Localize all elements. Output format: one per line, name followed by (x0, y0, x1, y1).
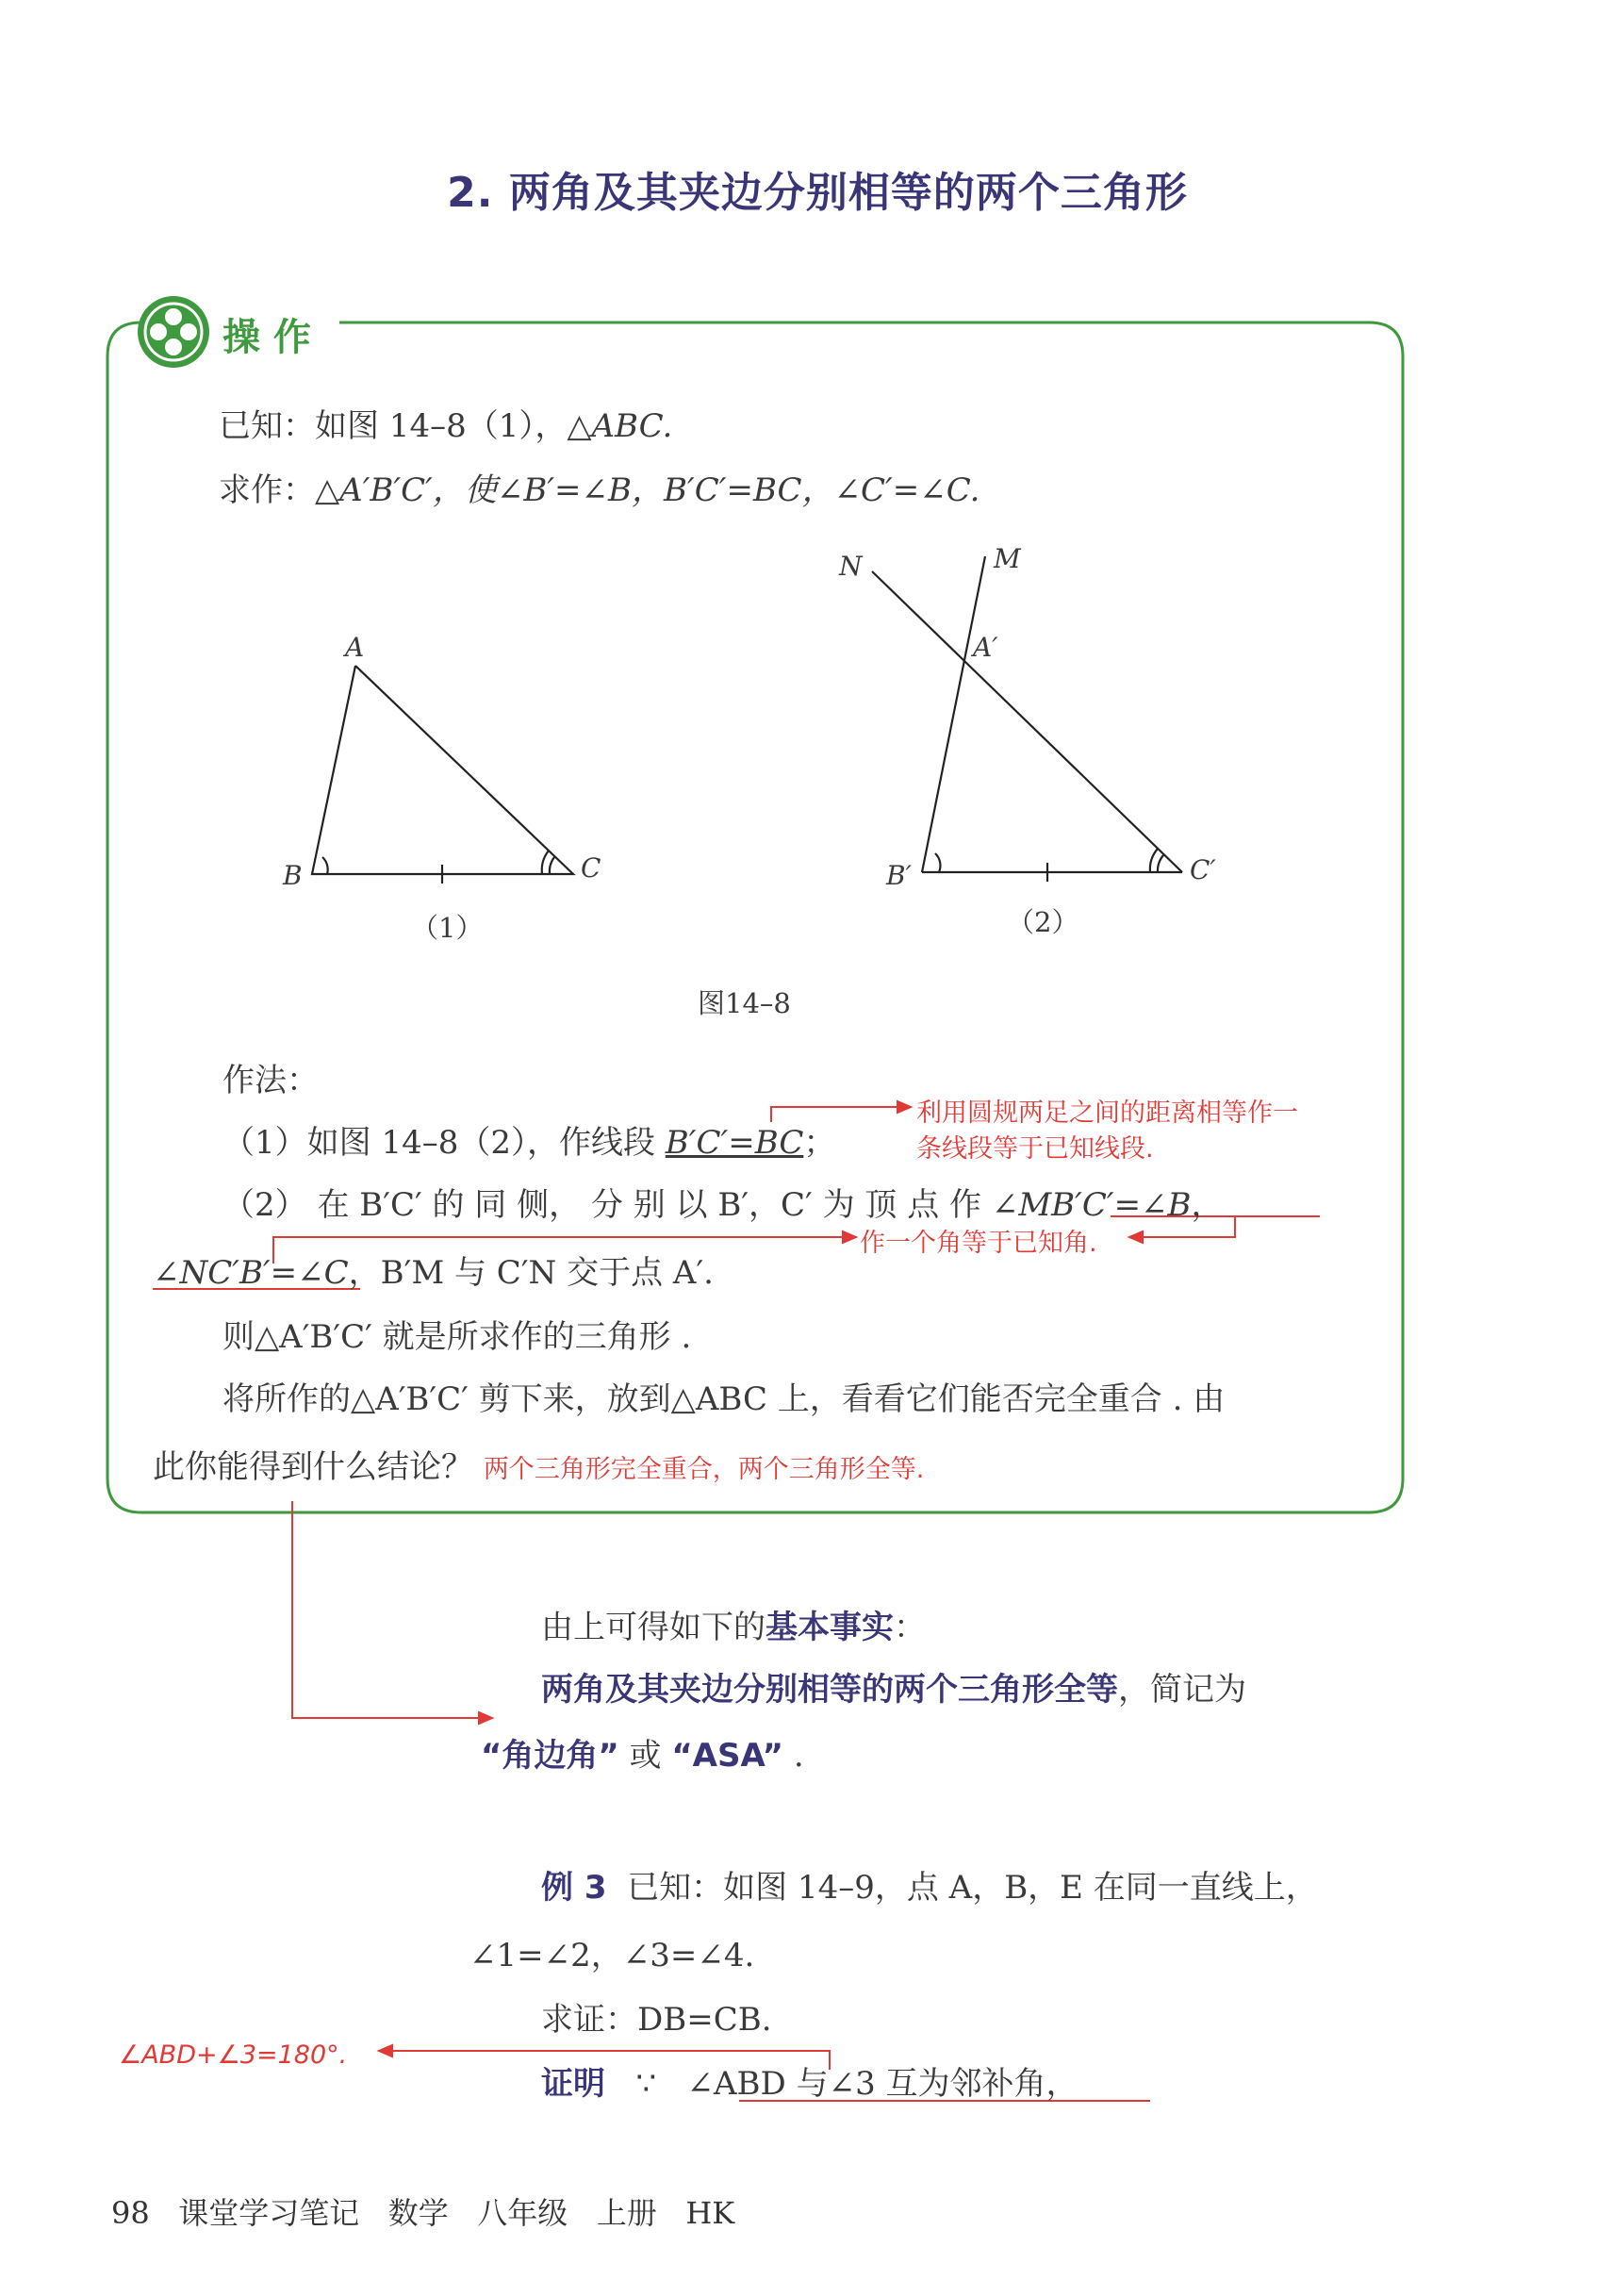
book-title: 课堂学习笔记 (178, 2195, 360, 2231)
step1-end: ； (803, 1124, 836, 1162)
fig2-label-C: C′ (1190, 854, 1216, 885)
fig1-label-B: B (283, 860, 303, 891)
question-line1: 将所作的△A′B′C′ 剪下来，放到△ABC 上，看看它们能否完全重合 . 由 (222, 1380, 1226, 1418)
fig2-label-M: M (994, 543, 1021, 574)
fact-abbr (481, 1729, 804, 1776)
fact-intro-suffix: ： (894, 1609, 926, 1646)
answer-note: 两个三角形完全重合，两个三角形全等. (483, 1455, 925, 1484)
edition: HK (685, 2195, 735, 2231)
example-given (541, 1861, 1318, 1908)
fig2-label-B: B′ (886, 860, 912, 891)
step2-angle1: ∠MB′C′=∠B (991, 1186, 1192, 1224)
construct-body: △A′B′C′，使∠B′=∠B，B′C′=BC，∠C′=∠C. (315, 471, 980, 509)
question-text: 此你能得到什么结论？ (153, 1448, 473, 1486)
fact-statement-bold: 两角及其夹边分别相等的两个三角形全等 (541, 1671, 1118, 1709)
grade: 八年级 (477, 2195, 568, 2231)
page-number: 98 (111, 2195, 150, 2231)
figure-1-triangle (312, 666, 573, 884)
step2-angle2: ∠NC′B′=∠C (153, 1254, 349, 1292)
step1-segment: B′C′=BC (665, 1124, 804, 1162)
note2: 作一个角等于已知角. (860, 1229, 1097, 1258)
because-symbol: ∵ (635, 2065, 657, 2103)
fact-statement-suffix: ，简记为 (1118, 1671, 1246, 1709)
footer (111, 2189, 734, 2233)
question-line2 (153, 1441, 924, 1487)
fig1-sublabel: （1） (411, 912, 484, 944)
method-label: 作法： (222, 1062, 319, 1099)
example-prove: 求证：DB=CB. (541, 2001, 772, 2039)
fact-abbr-or: 或 (629, 1737, 662, 1775)
subject: 数学 (387, 2195, 449, 2231)
construct-line (219, 464, 980, 510)
operation-badge-icon (138, 296, 209, 368)
section-title: 2. 两角及其夹边分别相等的两个三角形 (447, 169, 1188, 217)
fact-abbr-2: “ASA” (671, 1737, 784, 1775)
fact-connector (292, 1501, 492, 1724)
step2-line2 (153, 1247, 714, 1293)
given-line (219, 400, 672, 446)
fig2-sublabel: （2） (1007, 906, 1079, 938)
operation-label: 操 作 (222, 316, 311, 359)
proof-line (541, 2057, 1078, 2104)
example-label: 例 3 (541, 1869, 607, 1907)
step2-line (222, 1179, 1224, 1225)
construct-prefix: 求作： (219, 471, 315, 509)
fact-intro-bold: 基本事实 (766, 1609, 894, 1646)
step2-text: （2） 在 B′C′ 的 同 侧， 分 别 以 B′，C′ 为 顶 点 作 (222, 1186, 982, 1224)
fact-abbr-end: . (793, 1737, 804, 1775)
fact-intro-prefix: 由上可得如下的 (541, 1609, 766, 1646)
proof-label: 证明 (541, 2065, 605, 2103)
step1-line (222, 1116, 835, 1163)
figure-2-triangle (872, 556, 1182, 882)
given-prefix: 已知：如图 14–8（1）， (219, 407, 568, 445)
fig2-label-N: N (839, 551, 863, 582)
proof-side-note: ∠ABD+∠3=180°. (119, 2040, 348, 2070)
step1-prefix: （1）如图 14–8（2），作线段 (222, 1124, 655, 1162)
fig1-label-C: C (581, 852, 601, 884)
fig2-label-A: A′ (973, 632, 998, 663)
example-given2: ∠1=∠2，∠3=∠4. (469, 1937, 755, 1974)
figure-caption: 图14–8 (698, 987, 791, 1019)
fact-intro (541, 1601, 926, 1647)
step2-comma: ， (1191, 1186, 1224, 1224)
volume: 上册 (596, 2195, 657, 2231)
note1-line2: 条线段等于已知线段. (916, 1134, 1154, 1164)
note1-line1: 利用圆规两足之间的距离相等作一 (916, 1098, 1298, 1128)
fig1-label-A: A (345, 632, 365, 663)
given-triangle: △ABC. (567, 407, 673, 445)
fact-statement (541, 1663, 1246, 1710)
result-line: 则△A′B′C′ 就是所求作的三角形 . (222, 1318, 692, 1356)
example-given-text: 已知：如图 14–9，点 A，B，E 在同一直线上， (627, 1869, 1318, 1907)
proof-step: ∠ABD 与∠3 互为邻补角， (686, 2065, 1078, 2103)
fact-abbr-1: “角边角” (481, 1737, 619, 1775)
step2-end: ，B′M 与 C′N 交于点 A′. (348, 1254, 714, 1292)
